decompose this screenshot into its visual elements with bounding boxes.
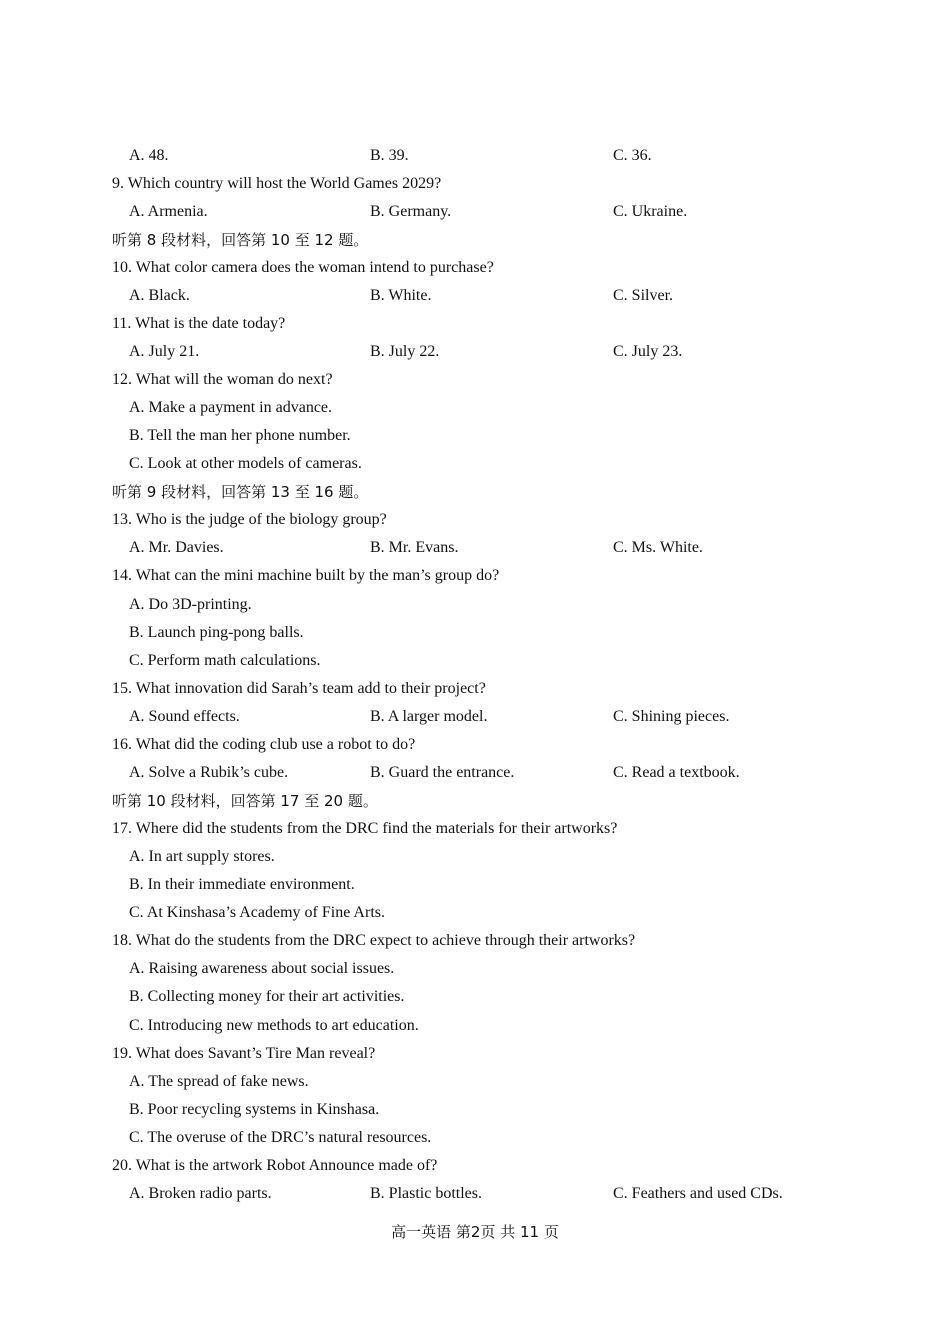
q8-option-a: A. 48. (129, 147, 169, 164)
q12-option-b-row (0, 422, 950, 450)
q18-option-c-row (0, 1012, 950, 1040)
q20-option-a: A. Broken radio parts. (129, 1185, 272, 1202)
q9-option-c: C. Ukraine. (613, 203, 688, 220)
q11-question (0, 310, 950, 338)
q15-text: 15. What innovation did Sarah’s team add to their project? (112, 680, 486, 697)
q20-option-b: B. Plastic bottles. (370, 1185, 482, 1202)
q15-option-a: A. Sound effects. (129, 708, 240, 725)
q16-option-a: A. Solve a Rubik’s cube. (129, 764, 289, 781)
q18-option-b: B. Collecting money for their art activities. (129, 988, 405, 1005)
q10-option-b: B. White. (370, 287, 432, 304)
q19-option-b: B. Poor recycling systems in Kinshasa. (129, 1101, 380, 1118)
q8-option-c: C. 36. (613, 147, 652, 164)
q15-question (0, 675, 950, 703)
q11-text: 11. What is the date today? (112, 315, 286, 332)
q14-option-a: A. Do 3D-printing. (129, 596, 252, 613)
q17-text: 17. Where did the students from the DRC find the materials for their artworks? (112, 820, 618, 837)
q17-question (0, 815, 950, 843)
q16-option-c: C. Read a textbook. (613, 764, 740, 781)
q15-options-row (0, 703, 950, 731)
q20-text: 20. What is the artwork Robot Announce made of? (112, 1157, 438, 1174)
q10-text: 10. What color camera does the woman intend to purchase? (112, 259, 494, 276)
page-footer: 高一英语 第2页 共 11 页 (391, 1223, 559, 1241)
q9-option-b: B. Germany. (370, 203, 452, 220)
q13-question (0, 506, 950, 534)
q9-options-row (0, 198, 950, 226)
q13-option-a: A. Mr. Davies. (129, 539, 224, 556)
q14-text: 14. What can the mini machine built by the man’s group do? (112, 567, 500, 584)
q17-option-c-row (0, 899, 950, 927)
q17-option-b: B. In their immediate environment. (129, 876, 355, 893)
q19-option-c-row (0, 1124, 950, 1152)
q12-option-a-row (0, 394, 950, 422)
q19-option-b-row (0, 1096, 950, 1124)
q18-option-a: A. Raising awareness about social issues. (129, 960, 395, 977)
q19-option-a-row (0, 1068, 950, 1096)
q12-option-c: C. Look at other models of cameras. (129, 455, 362, 472)
q19-option-c: C. The overuse of the DRC’s natural resources. (129, 1129, 432, 1146)
q18-text: 18. What do the students from the DRC expect to achieve through their artworks? (112, 932, 636, 949)
q14-option-c: C. Perform math calculations. (129, 652, 321, 669)
q13-option-c: C. Ms. White. (613, 539, 703, 556)
q10-option-c: C. Silver. (613, 287, 674, 304)
q18-option-a-row (0, 955, 950, 983)
q12-option-b: B. Tell the man her phone number. (129, 427, 351, 444)
q14-option-b-row (0, 619, 950, 647)
q12-option-c-row (0, 450, 950, 478)
q15-option-b: B. A larger model. (370, 708, 488, 725)
q13-text: 13. Who is the judge of the biology group? (112, 511, 387, 528)
section-10-text: 听第 10 段材料，回答第 17 至 20 题。 (112, 792, 378, 810)
q15-option-c: C. Shining pieces. (613, 708, 730, 725)
q16-question (0, 731, 950, 759)
q18-option-c: C. Introducing new methods to art education. (129, 1017, 419, 1034)
q17-option-b-row (0, 871, 950, 899)
q11-option-b: B. July 22. (370, 343, 440, 360)
q16-text: 16. What did the coding club use a robot to do? (112, 736, 416, 753)
q20-options-row (0, 1180, 950, 1208)
section-9-heading (0, 478, 950, 506)
q17-option-c: C. At Kinshasa’s Academy of Fine Arts. (129, 904, 385, 921)
q8-option-b: B. 39. (370, 147, 409, 164)
q13-options-row (0, 534, 950, 562)
q11-option-c: C. July 23. (613, 343, 683, 360)
q13-option-b: B. Mr. Evans. (370, 539, 459, 556)
q11-option-a: A. July 21. (129, 343, 200, 360)
section-9-text: 听第 9 段材料，回答第 13 至 16 题。 (112, 483, 369, 501)
q19-question (0, 1040, 950, 1068)
q19-option-a: A. The spread of fake news. (129, 1073, 309, 1090)
q18-option-b-row (0, 983, 950, 1011)
q20-option-c: C. Feathers and used CDs. (613, 1185, 783, 1202)
q19-text: 19. What does Savant’s Tire Man reveal? (112, 1045, 376, 1062)
q12-option-a: A. Make a payment in advance. (129, 399, 333, 416)
q9-question (0, 170, 950, 198)
q17-option-a: A. In art supply stores. (129, 848, 275, 865)
q8-options-row (0, 142, 950, 170)
q9-text: 9. Which country will host the World Games 2029? (112, 175, 442, 192)
q10-options-row (0, 282, 950, 310)
q14-option-c-row (0, 647, 950, 675)
q11-options-row (0, 338, 950, 366)
q10-question (0, 254, 950, 282)
q20-question (0, 1152, 950, 1180)
section-10-heading (0, 787, 950, 815)
q17-option-a-row (0, 843, 950, 871)
q18-question (0, 927, 950, 955)
q12-question (0, 366, 950, 394)
q14-question (0, 562, 950, 590)
q9-option-a: A. Armenia. (129, 203, 208, 220)
section-8-heading (0, 226, 950, 254)
q14-option-b: B. Launch ping-pong balls. (129, 624, 304, 641)
q16-option-b: B. Guard the entrance. (370, 764, 515, 781)
q10-option-a: A. Black. (129, 287, 190, 304)
q12-text: 12. What will the woman do next? (112, 371, 333, 388)
q16-options-row (0, 759, 950, 787)
section-8-text: 听第 8 段材料，回答第 10 至 12 题。 (112, 231, 369, 249)
q14-option-a-row (0, 591, 950, 619)
